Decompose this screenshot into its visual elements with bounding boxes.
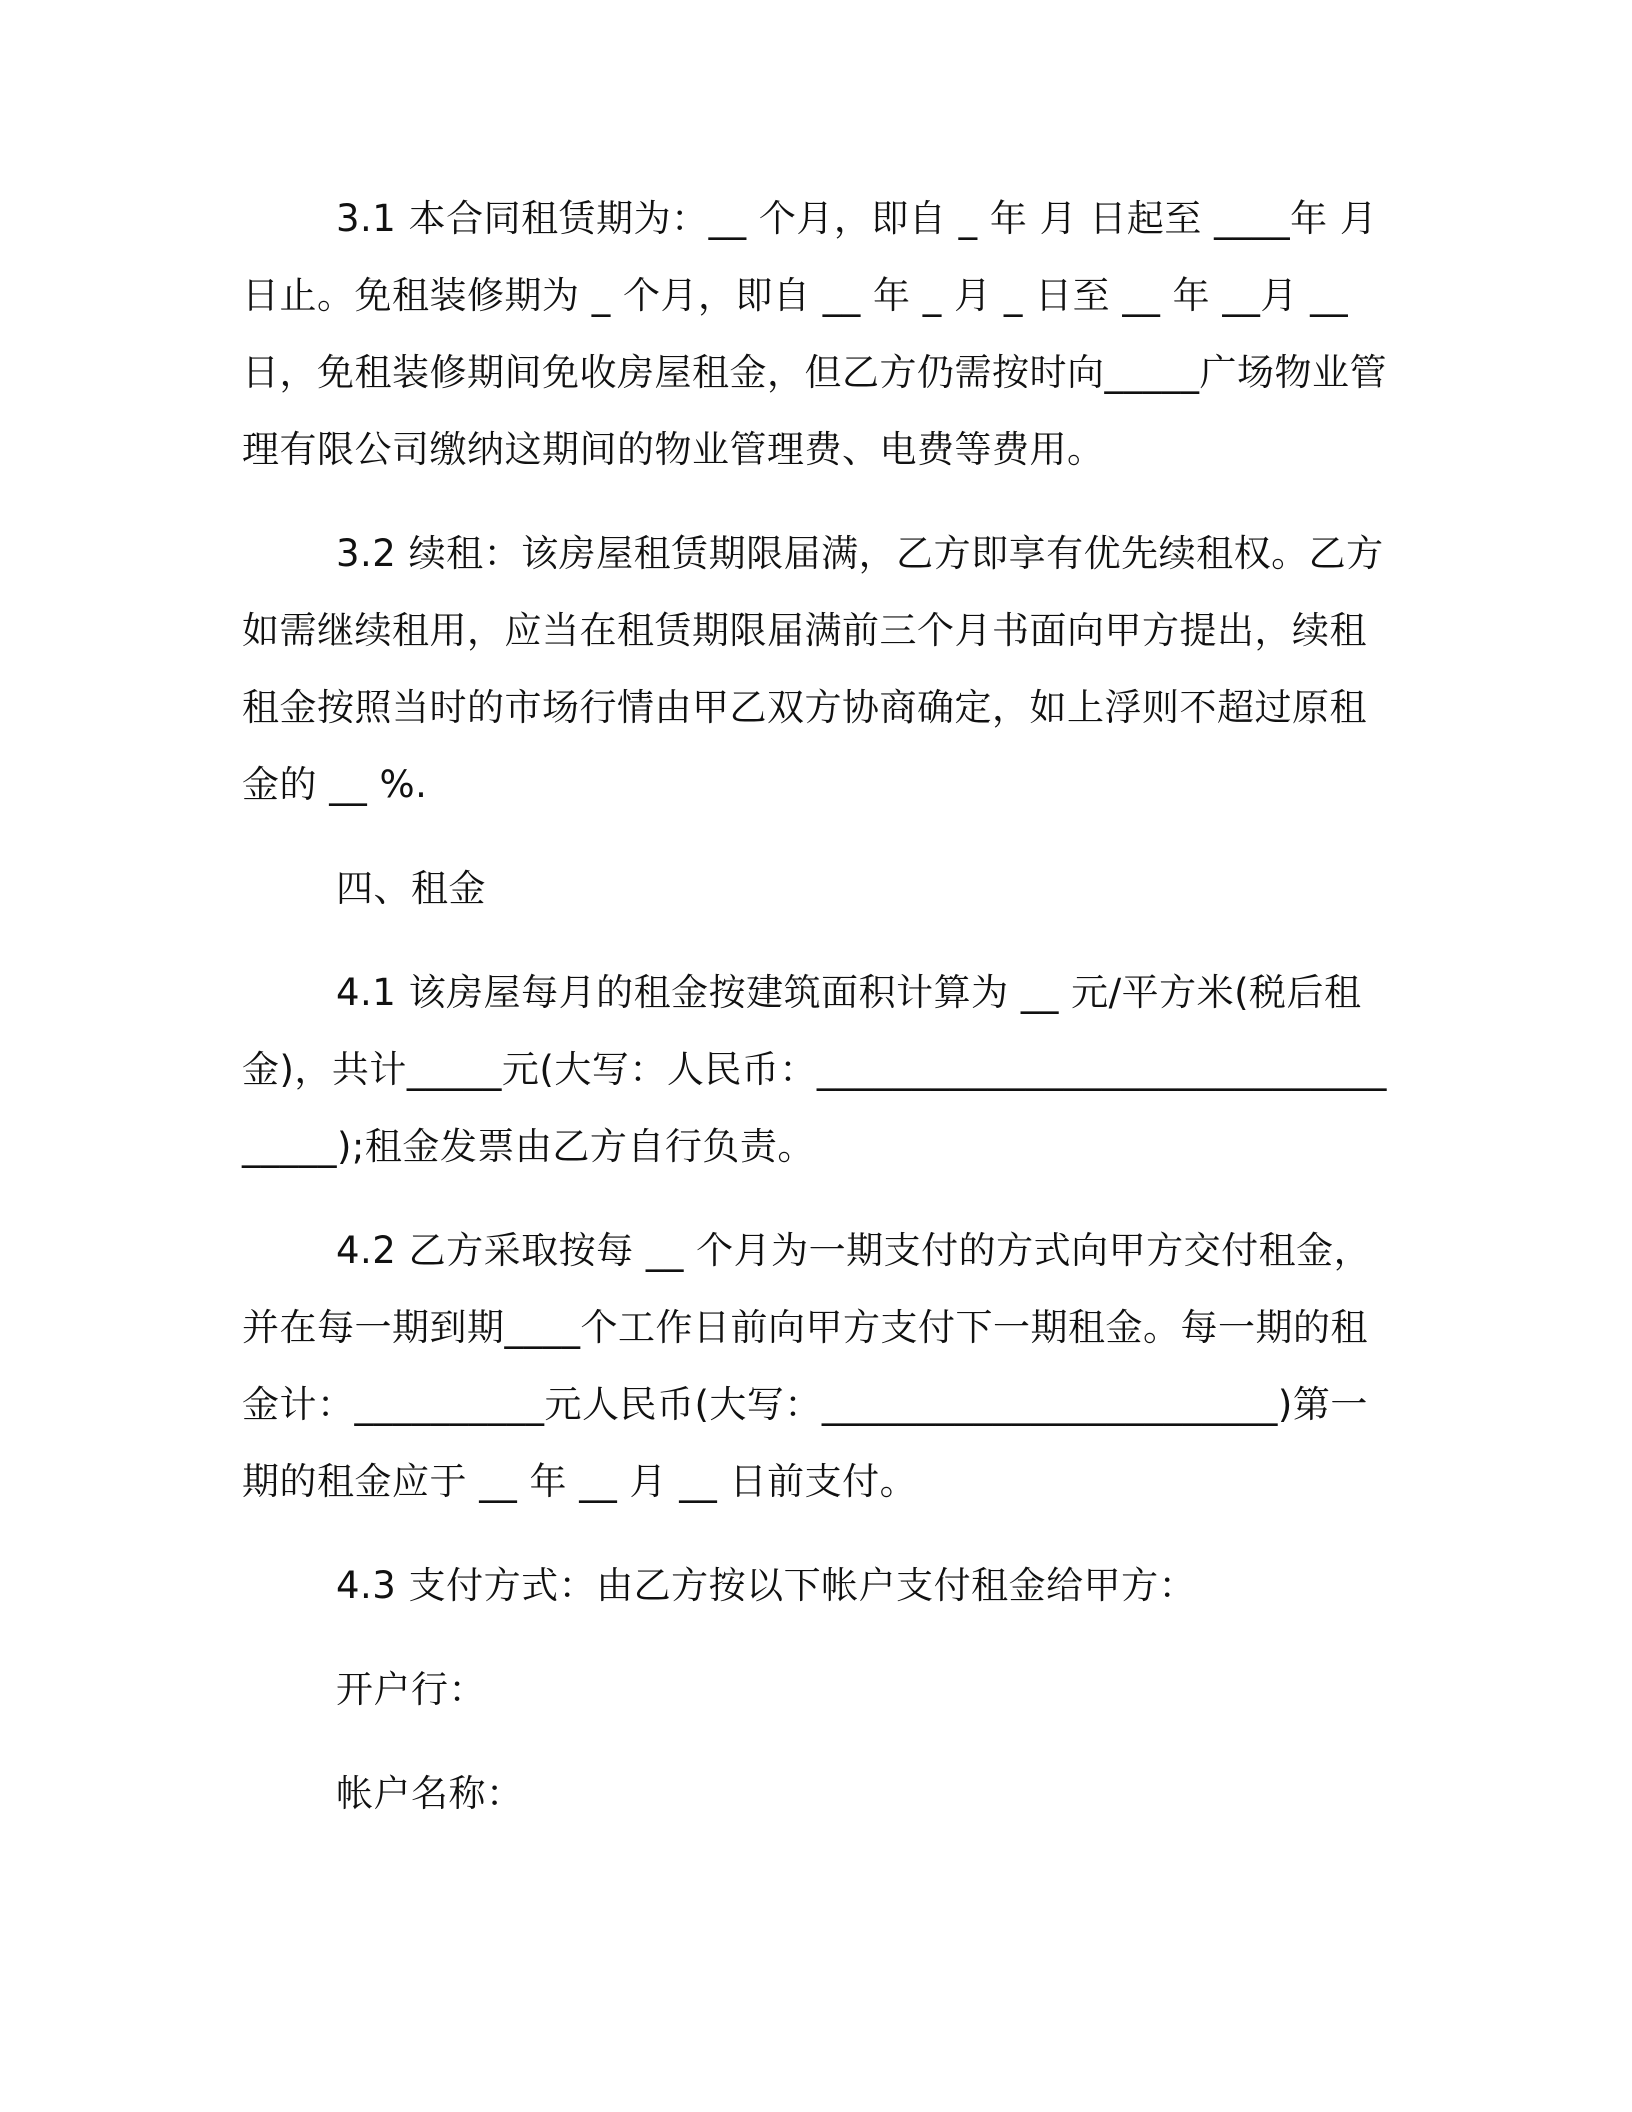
bank-label: 开户行： bbox=[336, 1668, 486, 1711]
clause-4-3: 4.3 支付方式：由乙方按以下帐户支付租金给甲方： bbox=[336, 1564, 1197, 1607]
account-name-label: 帐户名称： bbox=[336, 1772, 524, 1815]
document-body bbox=[242, 180, 1402, 1832]
clause-4-1: 4.1 该房屋每月的租金按建筑面积计算为 __ 元/平方米(税后租金)，共计_____元(大写：人民币：___________________________________);租金发票由乙方自行负责。 bbox=[242, 971, 1387, 1168]
clause-4-2: 4.2 乙方采取按每 __ 个月为一期支付的方式向甲方交付租金，并在每一期到期____个工作日前向甲方支付下一期租金。每一期的租金计：__________元人民币(大写：________________________)第一期的租金应于 __ 年 __ 月 __ 日前支付。 bbox=[242, 1229, 1372, 1503]
clause-3-1: 3.1 本合同租赁期为：__ 个月，即自 _ 年 月 日起至 ____年 月日止。免租装修期为 _ 个月，即自 __ 年 _ 月 _ 日至 __ 年 __月 __日，免租装修期间免收房屋租金，但乙方仍需按时向_____广场物业管理有限公司缴纳这期间的物业管理费、电费等费用。 bbox=[242, 197, 1387, 471]
clause-3-2: 3.2 续租：该房屋租赁期限届满，乙方即享有优先续租权。乙方如需继续租用，应当在租赁期限届满前三个月书面向甲方提出，续租租金按照当时的市场行情由甲乙双方协商确定，如上浮则不超过原租金的 __ %. bbox=[242, 532, 1384, 806]
section-heading-rent: 四、租金 bbox=[336, 867, 486, 910]
